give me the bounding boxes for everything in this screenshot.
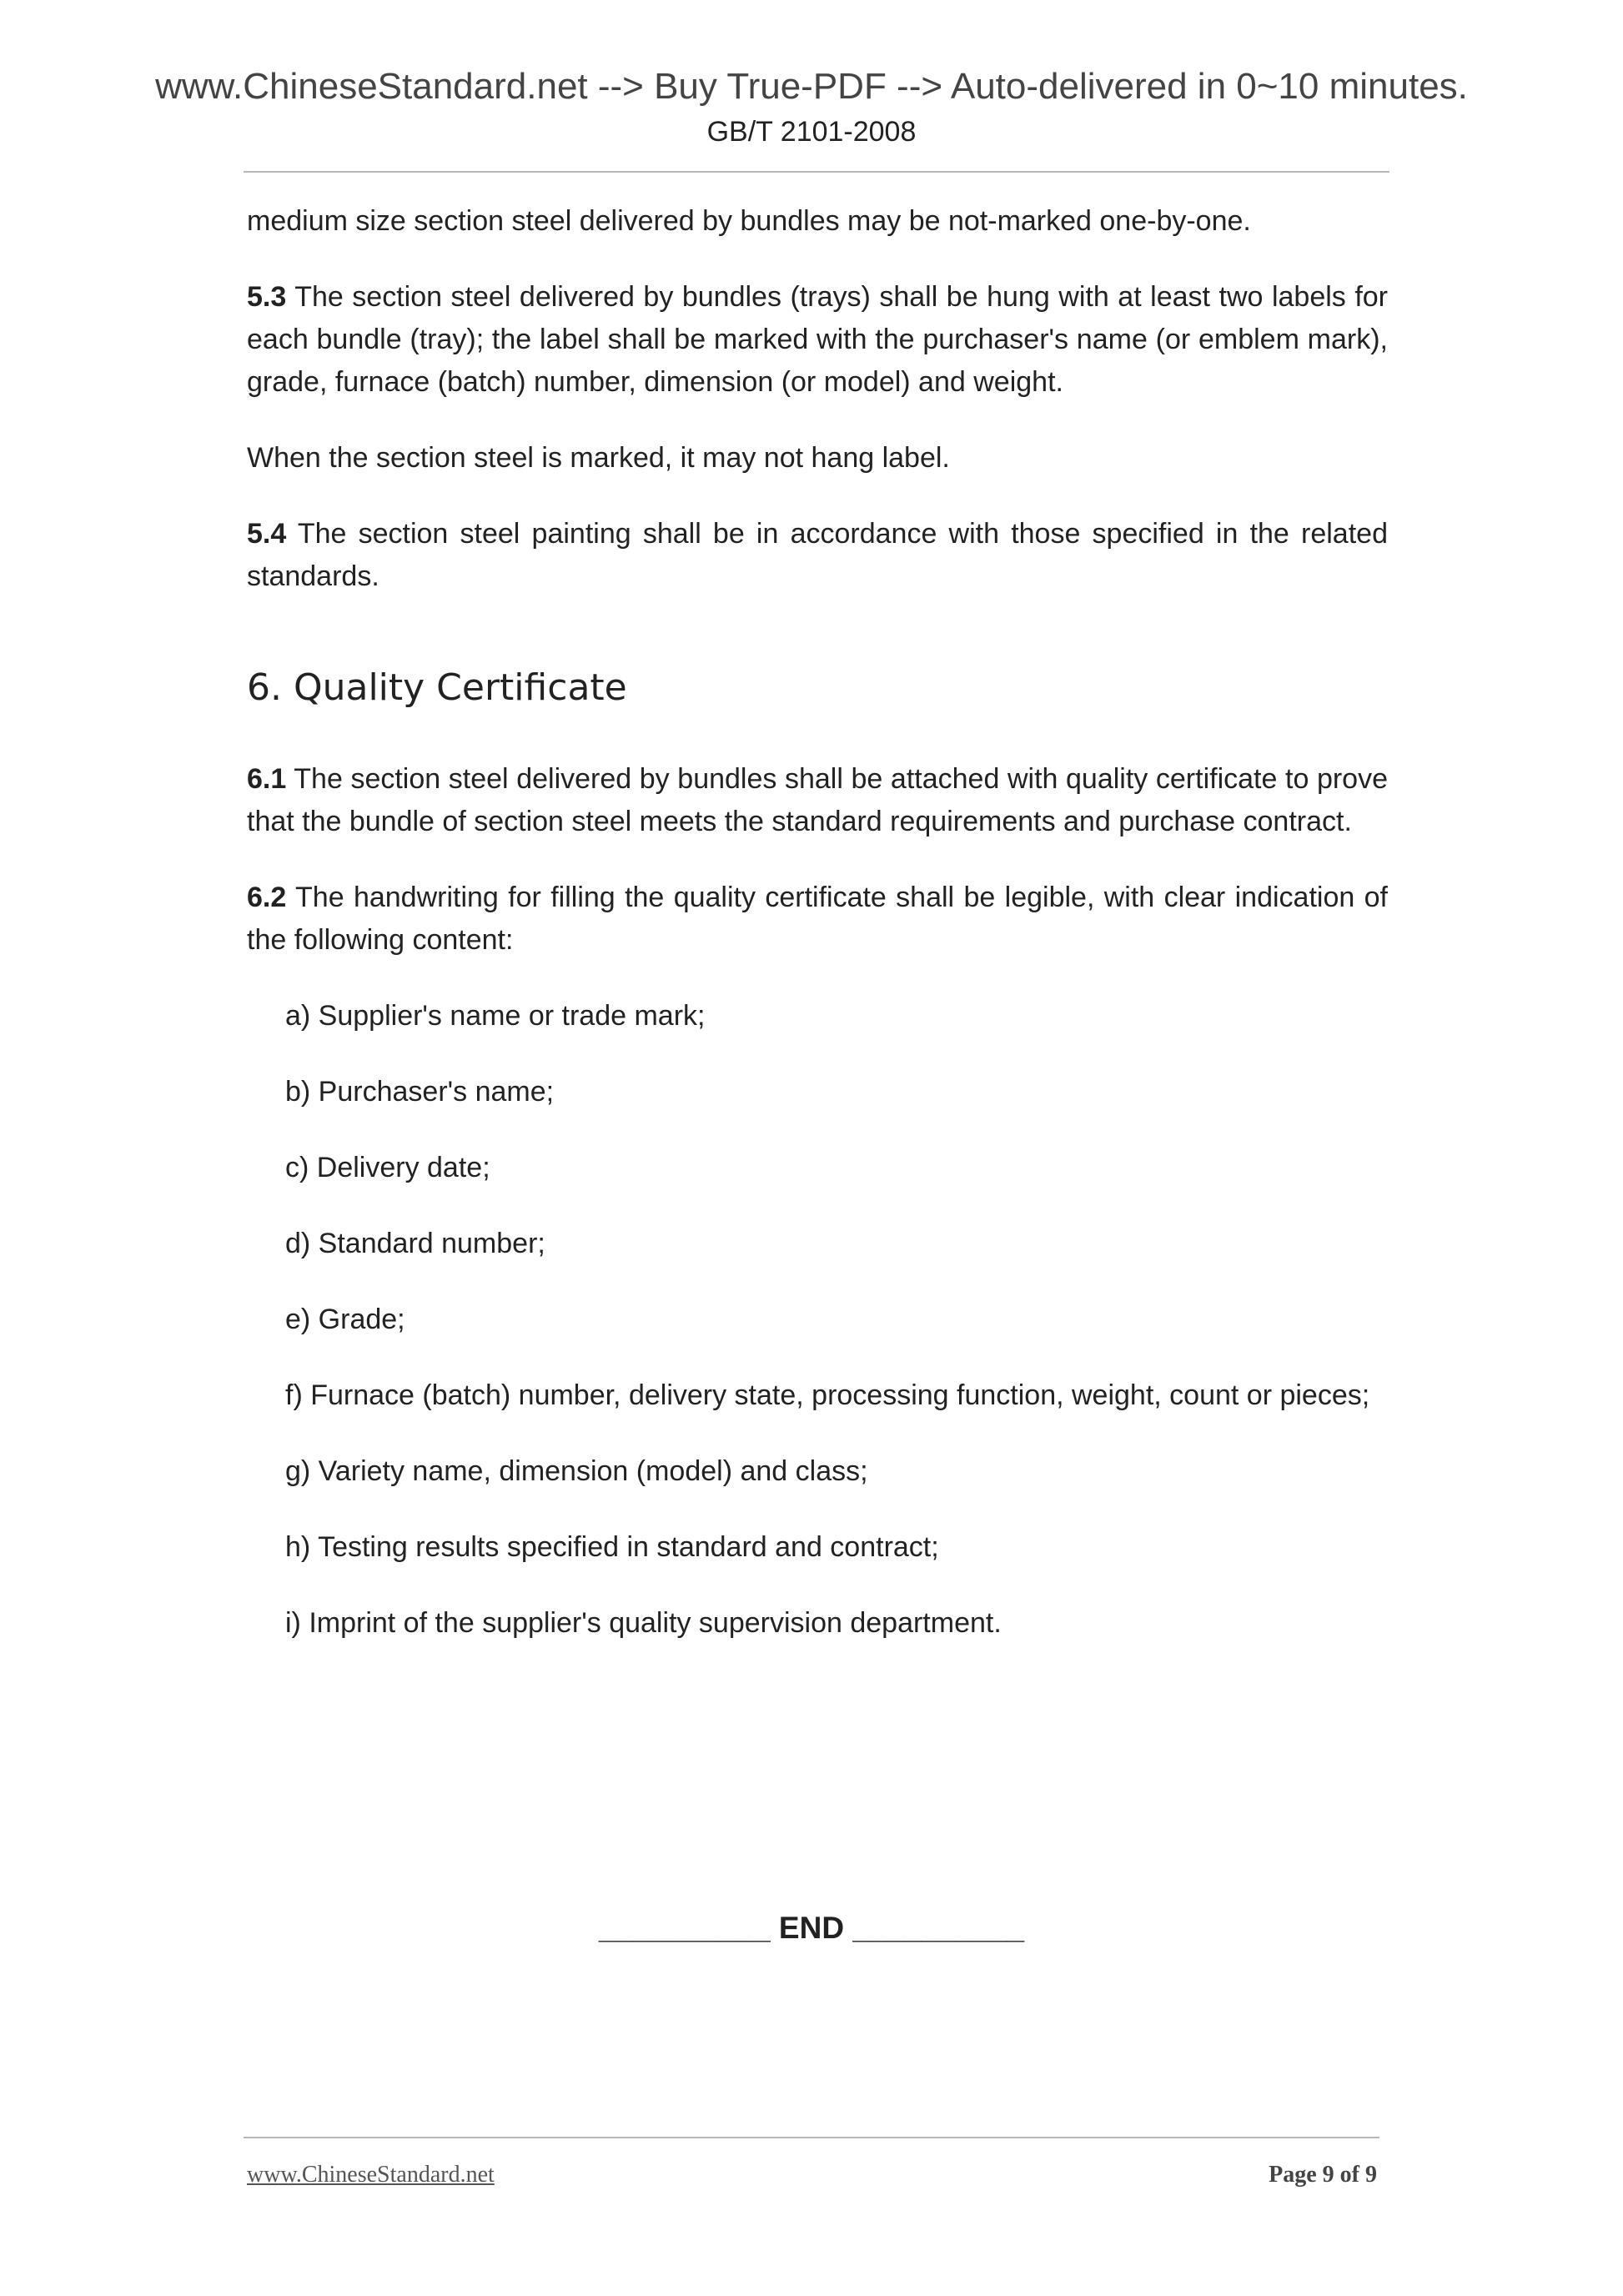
list-item: a) Supplier's name or trade mark; (285, 1000, 706, 1032)
certificate-content-list (247, 995, 1388, 1645)
paragraph-intro: medium size section steel delivered by bundles may be not-marked one-by-one. (247, 205, 1251, 237)
list-item: c) Delivery date; (285, 1152, 490, 1183)
clause-6-1 (247, 758, 1388, 843)
list-item: b) Purchaser's name; (285, 1076, 555, 1108)
header-divider (244, 171, 1389, 173)
page-of: of (1339, 2162, 1359, 2188)
clause-text: The section steel delivered by bundles shall be attached with quality certificate to prove that the bundle of section steel meets the standard requirements and purchase contract. (247, 763, 1389, 837)
list-item: e) Grade; (285, 1304, 405, 1335)
page-prefix: Page (1269, 2162, 1317, 2188)
clause-number: 6.1 (247, 763, 287, 795)
page-current: 9 (1322, 2162, 1334, 2188)
clause-number: 5.3 (247, 281, 287, 313)
clause-text: The section steel painting shall be in accordance with those specified in the related standards. (247, 518, 1388, 592)
footer-divider (244, 2137, 1379, 2138)
footer-website-link[interactable]: www.ChineseStandard.net (247, 2162, 495, 2188)
clause-6-2 (247, 877, 1388, 962)
clause-5-3 (247, 276, 1388, 404)
document-body (247, 200, 1388, 1678)
list-item: d) Standard number; (285, 1228, 545, 1259)
end-mark: __________ END __________ (598, 1911, 1025, 1945)
clause-text: The section steel delivered by bundles (trays) shall be hung with at least two labels for each bundle (tray); the label shall be marked with the purchaser's name (or emblem mark), grade, furnace (batch) number, dimension (or model) and weight. (247, 281, 1388, 398)
clause-number: 6.2 (247, 882, 287, 913)
clause-number: 5.4 (247, 518, 287, 550)
standard-code: GB/T 2101-2008 (706, 116, 917, 148)
list-item: g) Variety name, dimension (model) and class; (285, 1455, 868, 1487)
list-item: h) Testing results specified in standard and contract; (285, 1531, 939, 1563)
paragraph-label: When the section steel is marked, it may not hang label. (247, 442, 950, 474)
header-banner: www.ChineseStandard.net --> Buy True-PDF --> Auto-delivered in 0~10 minutes. (155, 66, 1468, 107)
clause-5-4 (247, 513, 1388, 598)
page-total: 9 (1365, 2162, 1377, 2188)
section-heading-quality-certificate: 6. Quality Certificate (247, 666, 627, 709)
page-indicator (1269, 2160, 1377, 2190)
clause-text: The handwriting for filling the quality certificate shall be legible, with clear indication of the following content: (247, 882, 1388, 956)
list-item: f) Furnace (batch) number, delivery state, processing function, weight, count or pieces; (285, 1379, 1370, 1411)
list-item: i) Imprint of the supplier's quality supervision department. (285, 1607, 1002, 1639)
